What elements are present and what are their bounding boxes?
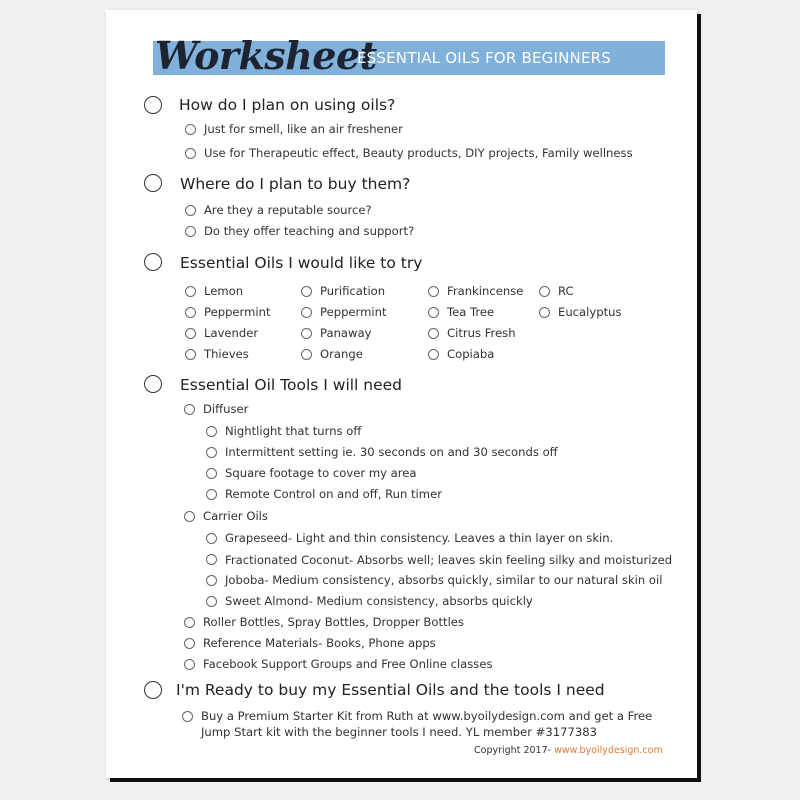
question-tools: Essential Oil Tools I will need	[180, 376, 403, 394]
copyright	[474, 745, 663, 756]
oil-label: Peppermint	[320, 305, 387, 319]
sub-option-checkbox[interactable]	[206, 426, 217, 437]
sub-option-label: Joboba- Medium consistency, absorbs quickly, similar to our natural skin oil	[225, 573, 663, 587]
option-label: Do they offer teaching and support?	[204, 224, 415, 238]
option-label-line1: Buy a Premium Starter Kit from Ruth at www.byoilydesign.com and get a Free	[201, 709, 653, 723]
question-ready: I'm Ready to buy my Essential Oils and the tools I need	[176, 681, 605, 699]
worksheet-subtitle: ESSENTIAL OILS FOR BEGINNERS	[357, 49, 611, 67]
oil-checkbox[interactable]	[539, 307, 550, 318]
copyright-text: Copyright 2017-	[474, 745, 555, 756]
question-usage: How do I plan on using oils?	[179, 96, 396, 114]
oil-checkbox[interactable]	[539, 286, 550, 297]
oil-checkbox[interactable]	[185, 328, 196, 339]
oil-label: Lemon	[204, 284, 244, 298]
sub-option-label: Fractionated Coconut- Absorbs well; leaves skin feeling silky and moisturized	[225, 553, 673, 567]
sub-option-label: Square footage to cover my area	[225, 466, 417, 480]
option-label: Just for smell, like an air freshener	[204, 122, 403, 136]
oil-checkbox[interactable]	[428, 286, 439, 297]
sub-option-checkbox[interactable]	[206, 468, 217, 479]
question-checkbox-ready[interactable]	[144, 681, 162, 699]
tool-label: Roller Bottles, Spray Bottles, Dropper Bottles	[203, 615, 464, 629]
oil-checkbox[interactable]	[301, 307, 312, 318]
oil-label: Frankincense	[447, 284, 524, 298]
oil-checkbox[interactable]	[185, 286, 196, 297]
question-oils: Essential Oils I would like to try	[180, 254, 423, 272]
tool-checkbox-diffuser[interactable]	[184, 404, 195, 415]
oil-checkbox[interactable]	[301, 349, 312, 360]
oil-label: Citrus Fresh	[447, 326, 516, 340]
option-label: Use for Therapeutic effect, Beauty products, DIY projects, Family wellness	[204, 146, 633, 160]
oil-label: Eucalyptus	[558, 305, 622, 319]
oil-label: Peppermint	[204, 305, 271, 319]
sub-option-checkbox[interactable]	[206, 554, 217, 565]
oil-label: Panaway	[320, 326, 372, 340]
option-checkbox[interactable]	[185, 226, 196, 237]
question-checkbox-tools[interactable]	[144, 375, 162, 393]
sub-option-label: Remote Control on and off, Run timer	[225, 487, 442, 501]
oil-checkbox[interactable]	[185, 307, 196, 318]
question-buy: Where do I plan to buy them?	[180, 175, 411, 193]
oil-checkbox[interactable]	[428, 307, 439, 318]
question-checkbox-usage[interactable]	[144, 96, 162, 114]
question-checkbox-buy[interactable]	[144, 174, 162, 192]
tool-checkbox[interactable]	[184, 638, 195, 649]
oil-label: RC	[558, 284, 574, 298]
sub-option-label: Sweet Almond- Medium consistency, absorbs quickly	[225, 594, 533, 608]
oil-checkbox[interactable]	[428, 328, 439, 339]
tool-checkbox[interactable]	[184, 617, 195, 628]
sub-option-label: Nightlight that turns off	[225, 424, 362, 438]
sub-option-label: Intermittent setting ie. 30 seconds on and 30 seconds off	[225, 445, 558, 459]
sub-option-checkbox[interactable]	[206, 533, 217, 544]
oil-checkbox[interactable]	[301, 286, 312, 297]
question-checkbox-oils[interactable]	[144, 253, 162, 271]
website-link[interactable]: www.byoilydesign.com	[554, 745, 663, 756]
option-checkbox[interactable]	[185, 124, 196, 135]
oil-checkbox[interactable]	[301, 328, 312, 339]
oil-checkbox[interactable]	[428, 349, 439, 360]
tool-checkbox-carrier-oils[interactable]	[184, 511, 195, 522]
oil-label: Purification	[320, 284, 386, 298]
sub-option-checkbox[interactable]	[206, 489, 217, 500]
option-checkbox[interactable]	[185, 205, 196, 216]
tool-label: Facebook Support Groups and Free Online classes	[203, 657, 493, 671]
tool-label-carrier-oils: Carrier Oils	[203, 509, 268, 523]
oil-label: Orange	[320, 347, 363, 361]
oil-label: Thieves	[204, 347, 249, 361]
sub-option-checkbox[interactable]	[206, 447, 217, 458]
sub-option-checkbox[interactable]	[206, 575, 217, 586]
option-label-line2: Jump Start kit with the beginner tools I need. YL member #3177383	[201, 725, 597, 739]
worksheet-title: Worksheet	[155, 33, 377, 78]
tool-label: Reference Materials- Books, Phone apps	[203, 636, 436, 650]
option-checkbox[interactable]	[185, 148, 196, 159]
sub-option-label: Grapeseed- Light and thin consistency. Leaves a thin layer on skin.	[225, 531, 614, 545]
oil-label: Lavender	[204, 326, 259, 340]
oil-checkbox[interactable]	[185, 349, 196, 360]
tool-checkbox[interactable]	[184, 659, 195, 670]
option-checkbox[interactable]	[182, 711, 193, 722]
oil-label: Tea Tree	[447, 305, 495, 319]
oil-label: Copiaba	[447, 347, 495, 361]
option-label: Are they a reputable source?	[204, 203, 372, 217]
sub-option-checkbox[interactable]	[206, 596, 217, 607]
tool-label-diffuser: Diffuser	[203, 402, 249, 416]
